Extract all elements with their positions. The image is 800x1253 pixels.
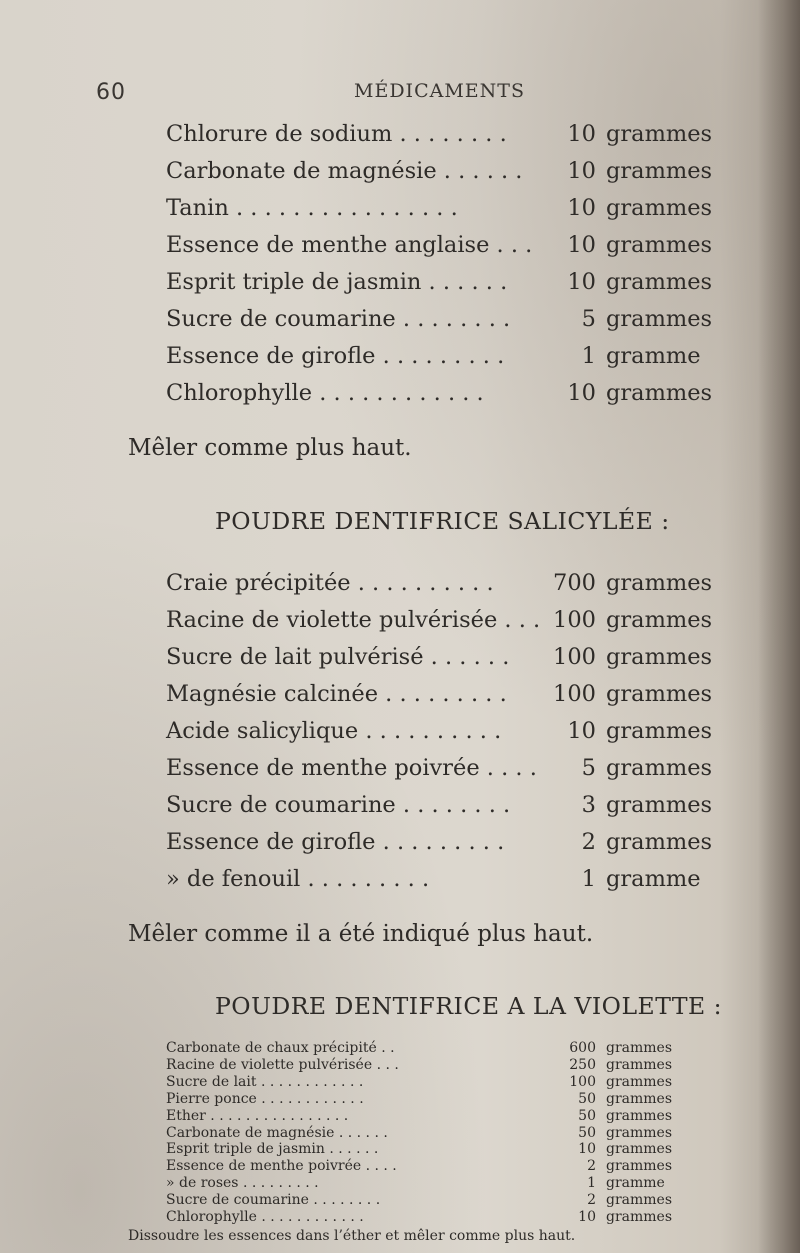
instruction-note-2: Mêler comme il a été indiqué plus haut. xyxy=(128,921,594,947)
instruction-note-1: Mêler comme plus haut. xyxy=(128,435,412,461)
ingredient-unit: grammes xyxy=(606,681,713,707)
ingredient-name: Pierre ponce . . . . . . . . . . . . xyxy=(166,1090,364,1107)
page-header xyxy=(96,78,696,108)
ingredient-name: Chlorophylle . . . . . . . . . . . . xyxy=(166,380,484,406)
ingredient-name: Essence de menthe poivrée . . . . xyxy=(166,1158,397,1175)
ingredient-quantity: 5 xyxy=(581,306,596,332)
ingredient-name: Essence de menthe anglaise . . . xyxy=(166,232,533,258)
ingredient-name: Essence de menthe poivrée . . . . xyxy=(166,755,537,781)
ingredient-name: Sucre de coumarine . . . . . . . . xyxy=(166,1192,381,1209)
ingredient-name: Acide salicylique . . . . . . . . . . xyxy=(166,718,502,744)
ingredient-quantity: 10 xyxy=(567,380,596,406)
ingredient-quantity: 5 xyxy=(581,755,596,781)
ingredient-quantity: 100 xyxy=(553,607,596,633)
page-edge-shadow xyxy=(758,0,800,1253)
ingredient-quantity: 50 xyxy=(578,1090,596,1107)
ingredient-quantity: 2 xyxy=(587,1158,596,1175)
ingredient-unit: grammes xyxy=(606,269,713,295)
ingredient-quantity: 10 xyxy=(578,1209,596,1225)
ingredient-quantity: 2 xyxy=(581,829,596,855)
ingredient-unit: grammes xyxy=(606,1141,673,1158)
ingredient-unit: grammes xyxy=(606,1073,673,1090)
ingredient-name: Sucre de coumarine . . . . . . . . xyxy=(166,306,511,332)
ingredient-unit: grammes xyxy=(606,1040,673,1056)
instruction-note-3: Dissoudre les essences dans l’éther et mêler comme plus haut. xyxy=(128,1227,576,1244)
ingredient-quantity: 100 xyxy=(553,681,596,707)
ingredient-quantity: 100 xyxy=(553,644,596,670)
ingredient-name: Carbonate de magnésie . . . . . . xyxy=(166,1124,388,1141)
ingredient-name: Chlorure de sodium . . . . . . . . xyxy=(166,121,507,147)
ingredient-name: Racine de violette pulvérisée . . . xyxy=(166,1056,399,1073)
ingredient-quantity: 250 xyxy=(569,1056,596,1073)
ingredient-name: Sucre de coumarine . . . . . . . . xyxy=(166,792,511,818)
ingredient-unit: grammes xyxy=(606,380,713,406)
ingredient-quantity: 700 xyxy=(553,570,596,596)
ingredient-unit: grammes xyxy=(606,232,713,258)
ingredient-name: Esprit triple de jasmin . . . . . . xyxy=(166,1141,379,1158)
ingredient-unit: grammes xyxy=(606,306,713,332)
ingredient-quantity: 600 xyxy=(569,1040,596,1056)
ingredient-unit: grammes xyxy=(606,792,713,818)
ingredient-quantity: 10 xyxy=(567,158,596,184)
ingredient-quantity: 50 xyxy=(578,1107,596,1124)
ingredient-name: Magnésie calcinée . . . . . . . . . xyxy=(166,681,507,707)
ingredient-quantity: 10 xyxy=(567,195,596,221)
ingredient-quantity: 1 xyxy=(581,343,596,369)
ingredient-unit: grammes xyxy=(606,158,713,184)
ingredient-unit: grammes xyxy=(606,1090,673,1107)
ingredient-name: Carbonate de chaux précipité . . xyxy=(166,1040,395,1056)
ingredient-quantity: 10 xyxy=(578,1141,596,1158)
ingredient-quantity: 50 xyxy=(578,1124,596,1141)
ingredient-quantity: 1 xyxy=(587,1175,596,1192)
ingredient-name: Sucre de lait . . . . . . . . . . . . xyxy=(166,1073,364,1090)
ingredient-quantity: 100 xyxy=(569,1073,596,1090)
page-number: 60 xyxy=(96,80,126,105)
ingredient-unit: grammes xyxy=(606,1192,673,1209)
ingredient-unit: grammes xyxy=(606,644,713,670)
ingredient-unit: grammes xyxy=(606,1124,673,1141)
ingredient-quantity: 10 xyxy=(567,718,596,744)
ingredient-name: » de fenouil . . . . . . . . . xyxy=(166,866,430,892)
ingredient-name: Craie précipitée . . . . . . . . . . xyxy=(166,570,494,596)
ingredient-quantity: 3 xyxy=(581,792,596,818)
ingredient-quantity: 10 xyxy=(567,121,596,147)
ingredient-quantity: 10 xyxy=(567,269,596,295)
ingredient-name: Sucre de lait pulvérisé . . . . . . xyxy=(166,644,510,670)
ingredient-unit: grammes xyxy=(606,1107,673,1124)
ingredient-name: Carbonate de magnésie . . . . . . xyxy=(166,158,523,184)
ingredient-unit: grammes xyxy=(606,570,713,596)
ingredient-quantity: 1 xyxy=(581,866,596,892)
ingredient-name: Ether . . . . . . . . . . . . . . . . xyxy=(166,1107,349,1124)
ingredient-unit: grammes xyxy=(606,829,713,855)
ingredient-unit: grammes xyxy=(606,1158,673,1175)
ingredient-unit: grammes xyxy=(606,755,713,781)
ingredient-unit: gramme xyxy=(606,343,701,369)
ingredient-name: Tanin . . . . . . . . . . . . . . . . xyxy=(166,195,458,221)
ingredient-name: » de roses . . . . . . . . . xyxy=(166,1175,319,1192)
ingredient-unit: grammes xyxy=(606,1056,673,1073)
ingredient-unit: grammes xyxy=(606,607,713,633)
ingredient-quantity: 2 xyxy=(587,1192,596,1209)
ingredient-unit: grammes xyxy=(606,121,713,147)
section-title-salicylee: POUDRE DENTIFRICE SALICYLÉE : xyxy=(215,507,670,535)
section-title-violette: POUDRE DENTIFRICE A LA VIOLETTE : xyxy=(215,992,723,1020)
ingredient-name: Racine de violette pulvérisée . . . xyxy=(166,607,541,633)
ingredient-unit: gramme xyxy=(606,1175,665,1192)
ingredient-unit: grammes xyxy=(606,1209,673,1225)
ingredient-name: Essence de girofle . . . . . . . . . xyxy=(166,343,505,369)
ingredient-unit: grammes xyxy=(606,718,713,744)
ingredient-name: Essence de girofle . . . . . . . . . xyxy=(166,829,505,855)
running-title: MÉDICAMENTS xyxy=(354,80,525,102)
ingredient-unit: gramme xyxy=(606,866,701,892)
ingredient-unit: grammes xyxy=(606,195,713,221)
ingredient-quantity: 10 xyxy=(567,232,596,258)
ingredient-name: Chlorophylle . . . . . . . . . . . . xyxy=(166,1209,364,1225)
ingredient-name: Esprit triple de jasmin . . . . . . xyxy=(166,269,508,295)
